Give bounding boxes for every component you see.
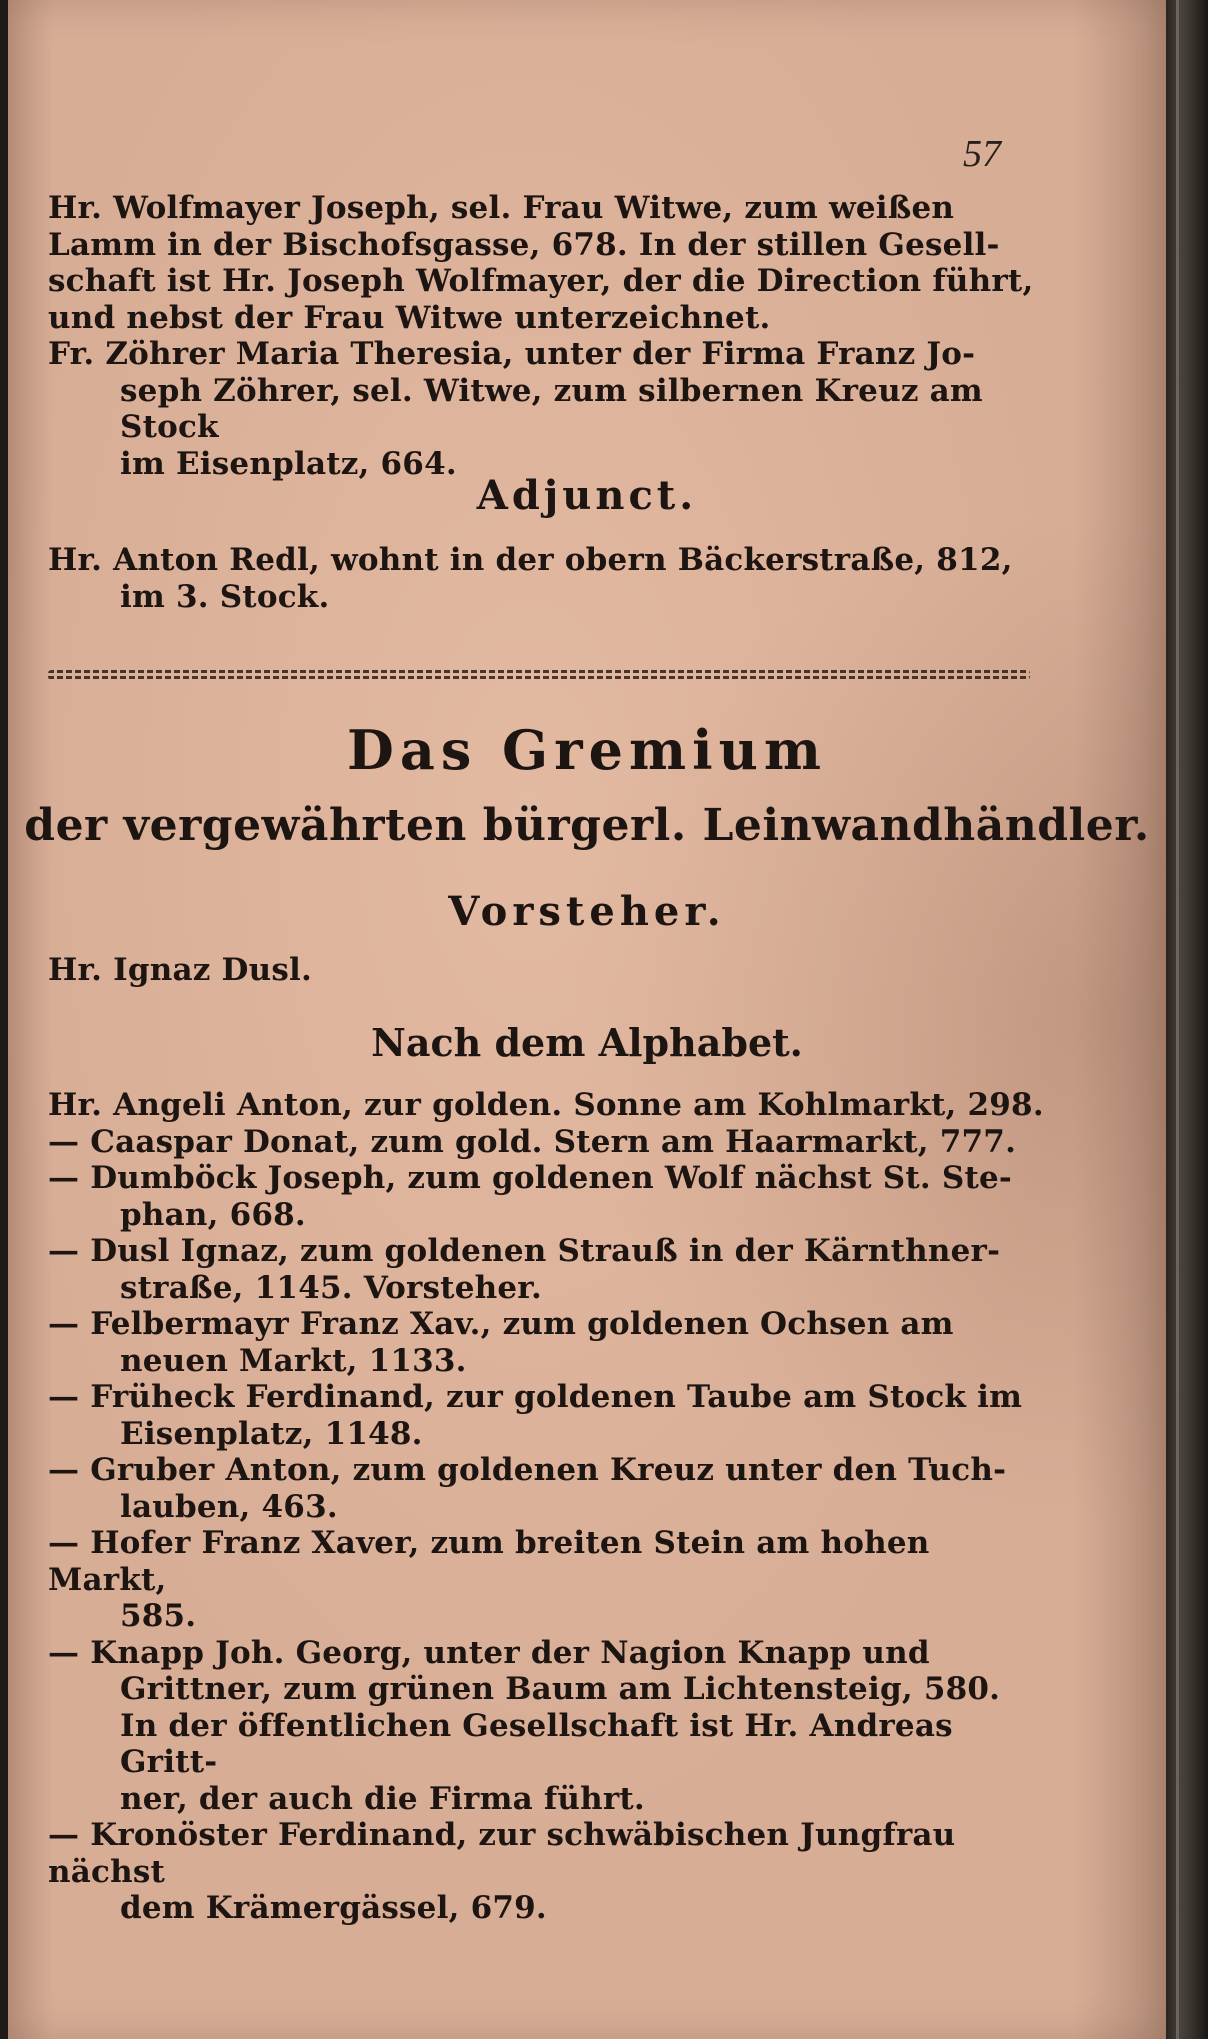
entry-zoehrer [48,336,1048,482]
entry-line: — Dumböck Joseph, zum goldenen Wolf nächst St. Ste- [48,1160,1012,1196]
entry-line: dem Krämergässel, 679. [120,1890,547,1926]
adjunct-entry [48,542,1048,615]
book-page [8,0,1166,2039]
vorsteher-heading: Vorsteher. [448,888,726,935]
entry-line: — Caaspar Donat, zum gold. Stern am Haarmarkt, 777. [48,1123,1017,1160]
section-subtitle: der vergewährten bürgerl. Leinwandhändler. [24,800,1150,851]
entry-line: neuen Markt, 1133. [120,1342,467,1379]
list-item [48,1452,1048,1525]
entry-line: — Knapp Joh. Georg, unter der Nagion Knapp und [48,1634,930,1671]
adjunct-heading: Adjunct. [476,472,698,519]
entry-line: seph Zöhrer, sel. Witwe, zum silbernen Kreuz am Stock [120,372,983,445]
entry-line: Grittner, zum grünen Baum am Lichtensteig, 580. [120,1671,1001,1707]
list-item [48,1233,1048,1306]
entry-line: — Dusl Ignaz, zum goldenen Strauß in der Kärnthner- [48,1233,1001,1269]
member-list [48,1087,1048,1927]
vorsteher-name [48,952,1048,989]
entry-line: Hr. Angeli Anton, zur golden. Sonne am Kohlmarkt, 298. [48,1087,1044,1123]
list-item [48,1635,1048,1818]
list-item [48,1525,1048,1635]
entry-line: — Felbermayr Franz Xav., zum goldenen Ochsen am [48,1306,954,1342]
entry-line: Hr. Ignaz Dusl. [48,952,313,988]
entry-line: schaft ist Hr. Joseph Wolfmayer, der die Direction führt, [48,263,1034,299]
entry-line: Fr. Zöhrer Maria Theresia, unter der Firma Franz Jo- [48,336,976,372]
list-item [48,1817,1048,1927]
entry-line: In der öffentlichen Gesellschaft ist Hr. Andreas Gritt- [120,1707,953,1780]
list-item [48,1160,1048,1233]
entry-line: Lamm in der Bischofsgasse, 678. In der stillen Gesell- [48,226,1000,263]
entry-line: — Kronöster Ferdinand, zur schwäbischen Jungfrau nächst [48,1817,956,1890]
book-edge [1166,0,1208,2039]
entry-line: — Hofer Franz Xaver, zum breiten Stein am hohen Markt, [48,1525,930,1598]
entry-redl [48,542,1048,615]
entry-line: und nebst der Frau Witwe unterzeichnet. [48,299,771,336]
entry-line: straße, 1145. Vorsteher. [120,1269,542,1306]
entry-line: — Früheck Ferdinand, zur goldenen Taube am Stock im [48,1379,1023,1415]
entry-line: Eisenplatz, 1148. [120,1415,423,1452]
alphabet-heading: Nach dem Alphabet. [371,1020,803,1065]
entry-line: Hr. Anton Redl, wohnt in der obern Bäckerstraße, 812, [48,542,1013,578]
entry-line: phan, 668. [120,1196,306,1233]
top-entries [48,190,1048,482]
entry-line: im 3. Stock. [120,578,330,615]
list-item [48,1124,1048,1161]
ornamental-divider [48,670,1030,680]
entry-line: lauben, 463. [120,1488,338,1525]
entry-line: ner, der auch die Firma führt. [120,1780,645,1817]
entry-line: 585. [120,1598,197,1634]
entry-line: — Gruber Anton, zum goldenen Kreuz unter den Tuch- [48,1452,1007,1488]
entry-line: im Eisenplatz, 664. [120,445,457,482]
entry-wolfmayer [48,190,1048,336]
entry-line: Hr. Wolfmayer Joseph, sel. Frau Witwe, zum weißen [48,190,955,226]
list-item [48,1379,1048,1452]
list-item [48,1087,1048,1124]
section-title: Das Gremium [347,718,827,782]
page-number: 57 [963,133,1001,175]
list-item [48,1306,1048,1379]
